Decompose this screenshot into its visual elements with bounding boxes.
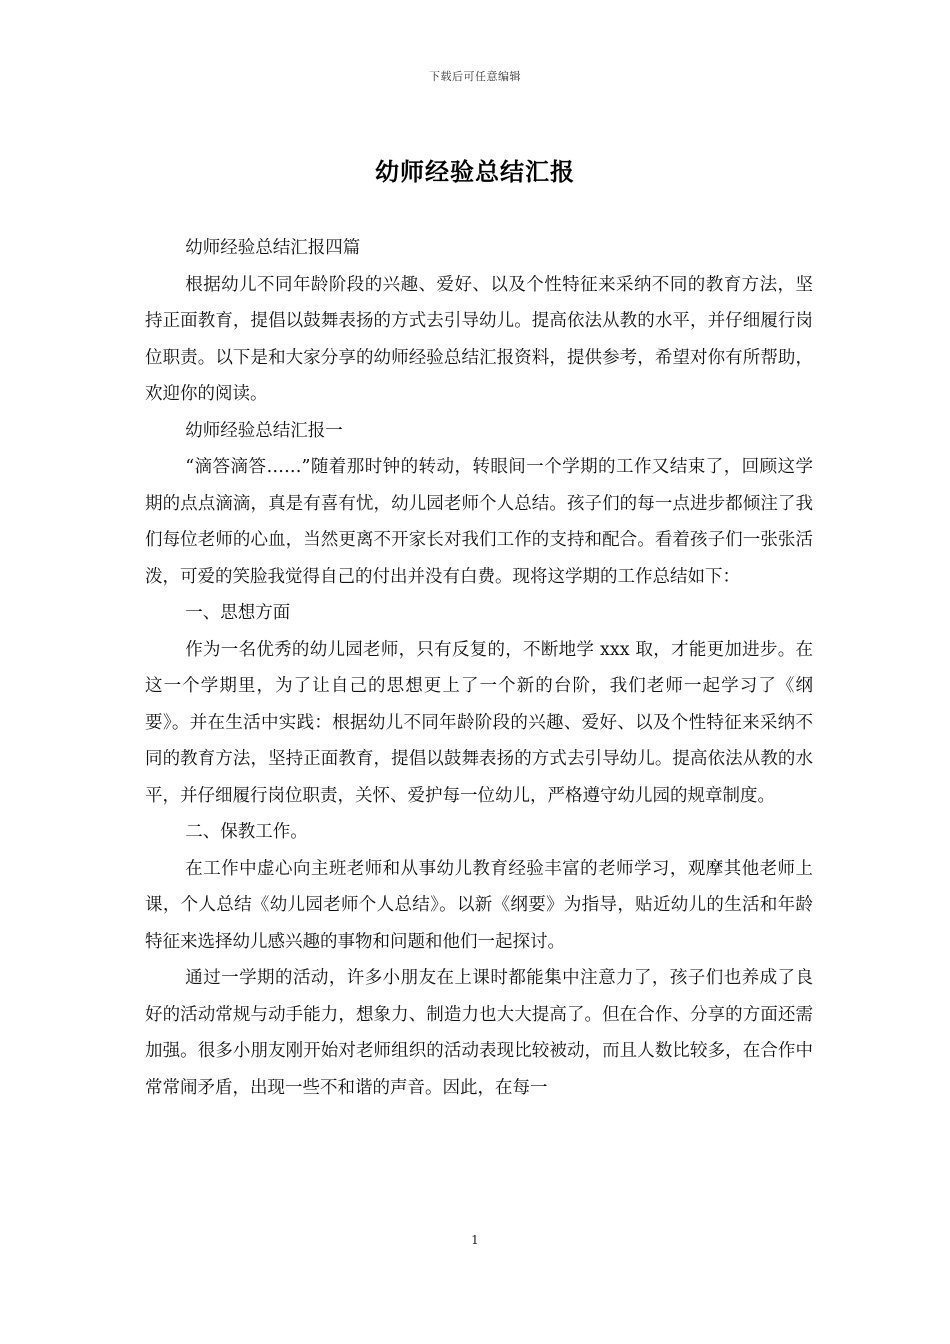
header-note: 下载后可任意编辑	[429, 70, 521, 83]
document-title: 幼师经验总结汇报	[375, 157, 575, 186]
paragraph-opening: “滴答滴答……”随着那时钟的转动，转眼间一个学期的工作又结束了，回顾这学期的点点滴滴，真是有喜有忧，幼儿园老师个人总结。孩子们的每一点进步都倾注了我们每位老师的心血，当然更离不开家长对我们工作的支持和配合。看着孩子们一张张活泼，可爱的笑脸我觉得自己的付出并没有白费。现将这学期的工作总结如下：	[145, 457, 813, 587]
paragraph-activities: 通过一学期的活动，许多小朋友在上课时都能集中注意力了，孩子们也养成了良好的活动常规与动手能力，想象力、制造力也大大提高了。但在合作、分享的方面还需加强。很多小朋友刚开始对老师组织的活动表现比较被动，而且人数比较多，在合作中常常闹矛盾，出现一些不和谐的声音。因此，在每一	[145, 968, 813, 1098]
paragraph-teaching: 在工作中虚心向主班老师和从事幼儿教育经验丰富的老师学习，观摩其他老师上课，个人总结《幼儿园老师个人总结》。以新《纲要》为指导，贴近幼儿的生活和年龄特征来选择幼儿感兴趣的事物和问题和他们一起探讨。	[145, 858, 813, 952]
paragraph-subheading-thought: 一、思想方面	[185, 603, 291, 623]
page-number: 1	[471, 1233, 479, 1247]
paragraph-intro-heading: 幼师经验总结汇报四篇	[185, 238, 361, 258]
paragraph-section-heading: 幼师经验总结汇报一	[185, 420, 343, 441]
paragraph-thought: 作为一名优秀的幼儿园老师，只有反复的，不断地学 xxx 取，才能更加进步。在这一个学期里，为了让自己的思想更上了一个新的台阶，我们老师一起学习了《纲要》。并在生活中实践：根据幼儿不同年龄阶段的兴趣、爱好、以及个性特征来采纳不同的教育方法，坚持正面教育，提倡以鼓舞表扬的方式去引导幼儿。提高依法从教的水平，并仔细履行岗位职责，关怀、爱护每一位幼儿，严格遵守幼儿园的规章制度。	[145, 639, 813, 806]
paragraph-intro: 根据幼儿不同年龄阶段的兴趣、爱好、以及个性特征来采纳不同的教育方法，坚持正面教育，提倡以鼓舞表扬的方式去引导幼儿。提高依法从教的水平，并仔细履行岗位职责。以下是和大家分享的幼师经验总结汇报资料，提供参考，希望对你有所帮助，欢迎你的阅读。	[145, 274, 813, 404]
paragraph-subheading-teaching: 二、保教工作。	[185, 822, 308, 842]
document-body	[145, 230, 813, 1106]
